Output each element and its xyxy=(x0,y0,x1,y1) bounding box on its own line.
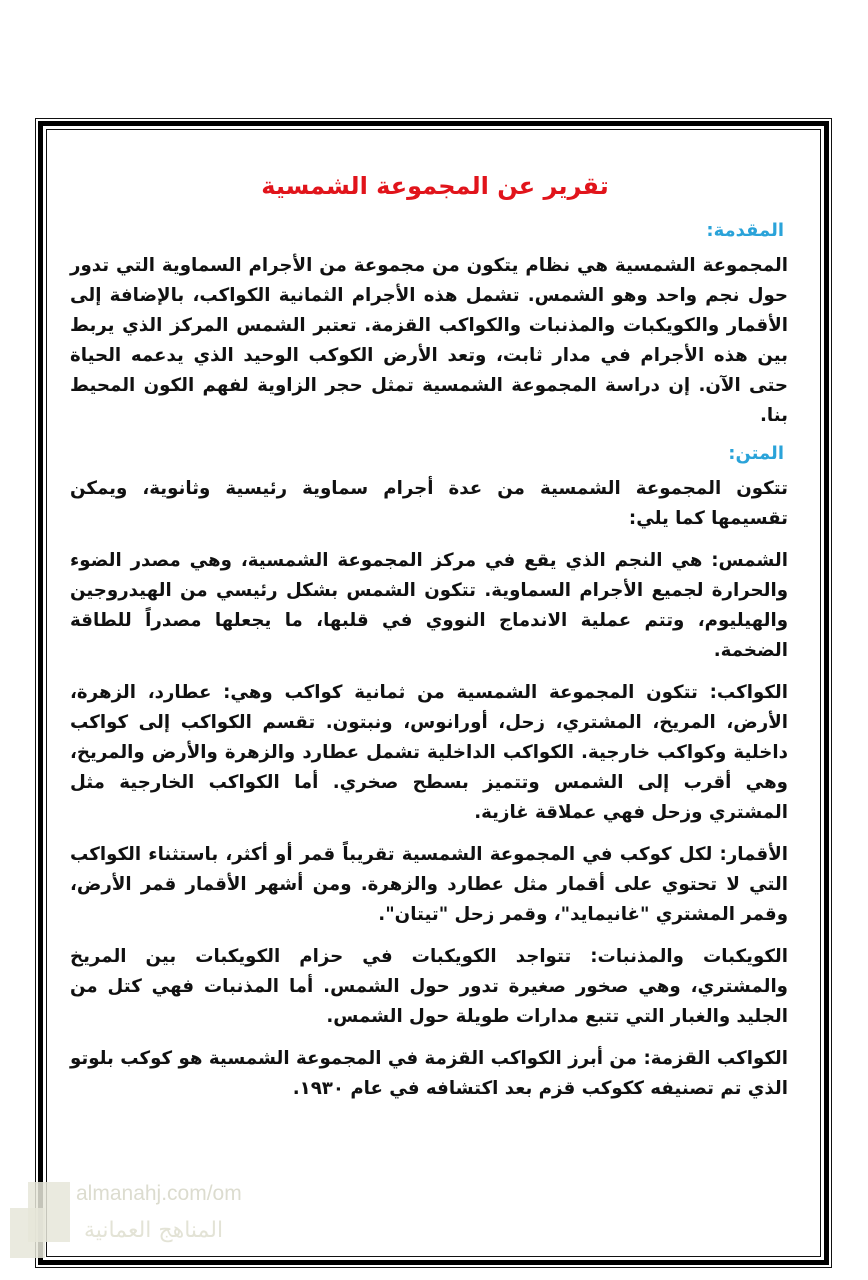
body-paragraph-overview: تتكون المجموعة الشمسية من عدة أجرام سماوية رئيسية وثانوية، ويمكن تقسيمها كما يلي: xyxy=(70,478,788,529)
document-title: تقرير عن المجموعة الشمسية xyxy=(261,172,609,200)
intro-paragraph: المجموعة الشمسية هي نظام يتكون من مجموعة من الأجرام السماوية التي تدور حول نجم واحد وهو الشمس. تشمل هذه الأجرام الثمانية الكواكب، بالإضافة إلى الأقمار والكويكبات والمذنبات والكواكب القزمة. تعتبر الشمس المركز الذي يربط بين هذه الأجرام في مدار ثابت، وتعد الأرض الكوكب الوحيد الذي يدعمه الحياة حتى الآن. إن دراسة المجموعة الشمسية تمثل حجر الزاوية لفهم الكون المحيط بنا. xyxy=(70,255,788,426)
body-paragraph-planets: الكواكب: تتكون المجموعة الشمسية من ثمانية كواكب وهي: عطارد، الزهرة، الأرض، المريخ، المشتري، زحل، أورانوس، ونبتون. تقسم الكواكب إلى كواكب داخلية وكواكب خارجية. الكواكب الداخلية تشمل عطارد والزهرة والأرض والمريخ، وهي أقرب إلى الشمس وتتميز بسطح صخري. أما الكواكب الخارجية مثل المشتري وزحل فهي عملاقة غازية. xyxy=(70,682,788,823)
body-paragraph-sun: الشمس: هي النجم الذي يقع في مركز المجموعة الشمسية، وهي مصدر الضوء والحرارة لجميع الأجرام السماوية. تتكون الشمس بشكل رئيسي من الهيدروجين والهيليوم، وتتم عملية الاندماج النووي في قلبها، ما يجعلها مصدراً للطاقة الضخمة. xyxy=(70,550,788,661)
body-heading: المتن: xyxy=(728,443,784,464)
watermark-name: المناهج العمانية xyxy=(84,1218,224,1243)
intro-heading: المقدمة: xyxy=(706,220,784,241)
body-paragraph-asteroids-comets: الكويكبات والمذنبات: تتواجد الكويكبات في حزام الكويكبات بين المريخ والمشتري، وهي صخور صغيرة تدور حول الشمس. أما المذنبات فهي كتل من الجليد والغبار التي تتبع مدارات طويلة حول الشمس. xyxy=(70,946,788,1027)
document-content xyxy=(70,160,800,1116)
body-paragraph-dwarf-planets: الكواكب القزمة: من أبرز الكواكب القزمة في المجموعة الشمسية هو كوكب بلوتو الذي تم تصنيفه ككوكب قزم بعد اكتشافه في عام ١٩٣٠. xyxy=(70,1048,788,1099)
watermark-url: almanahj.com/om xyxy=(76,1182,242,1205)
body-paragraph-moons: الأقمار: لكل كوكب في المجموعة الشمسية تقريباً قمر أو أكثر، باستثناء الكواكب التي لا تحتوي على أقمار مثل عطارد والزهرة. ومن أشهر الأقمار قمر الأرض، وقمر المشتري "غانيمايد"، وقمر زحل "تيتان". xyxy=(70,844,788,925)
